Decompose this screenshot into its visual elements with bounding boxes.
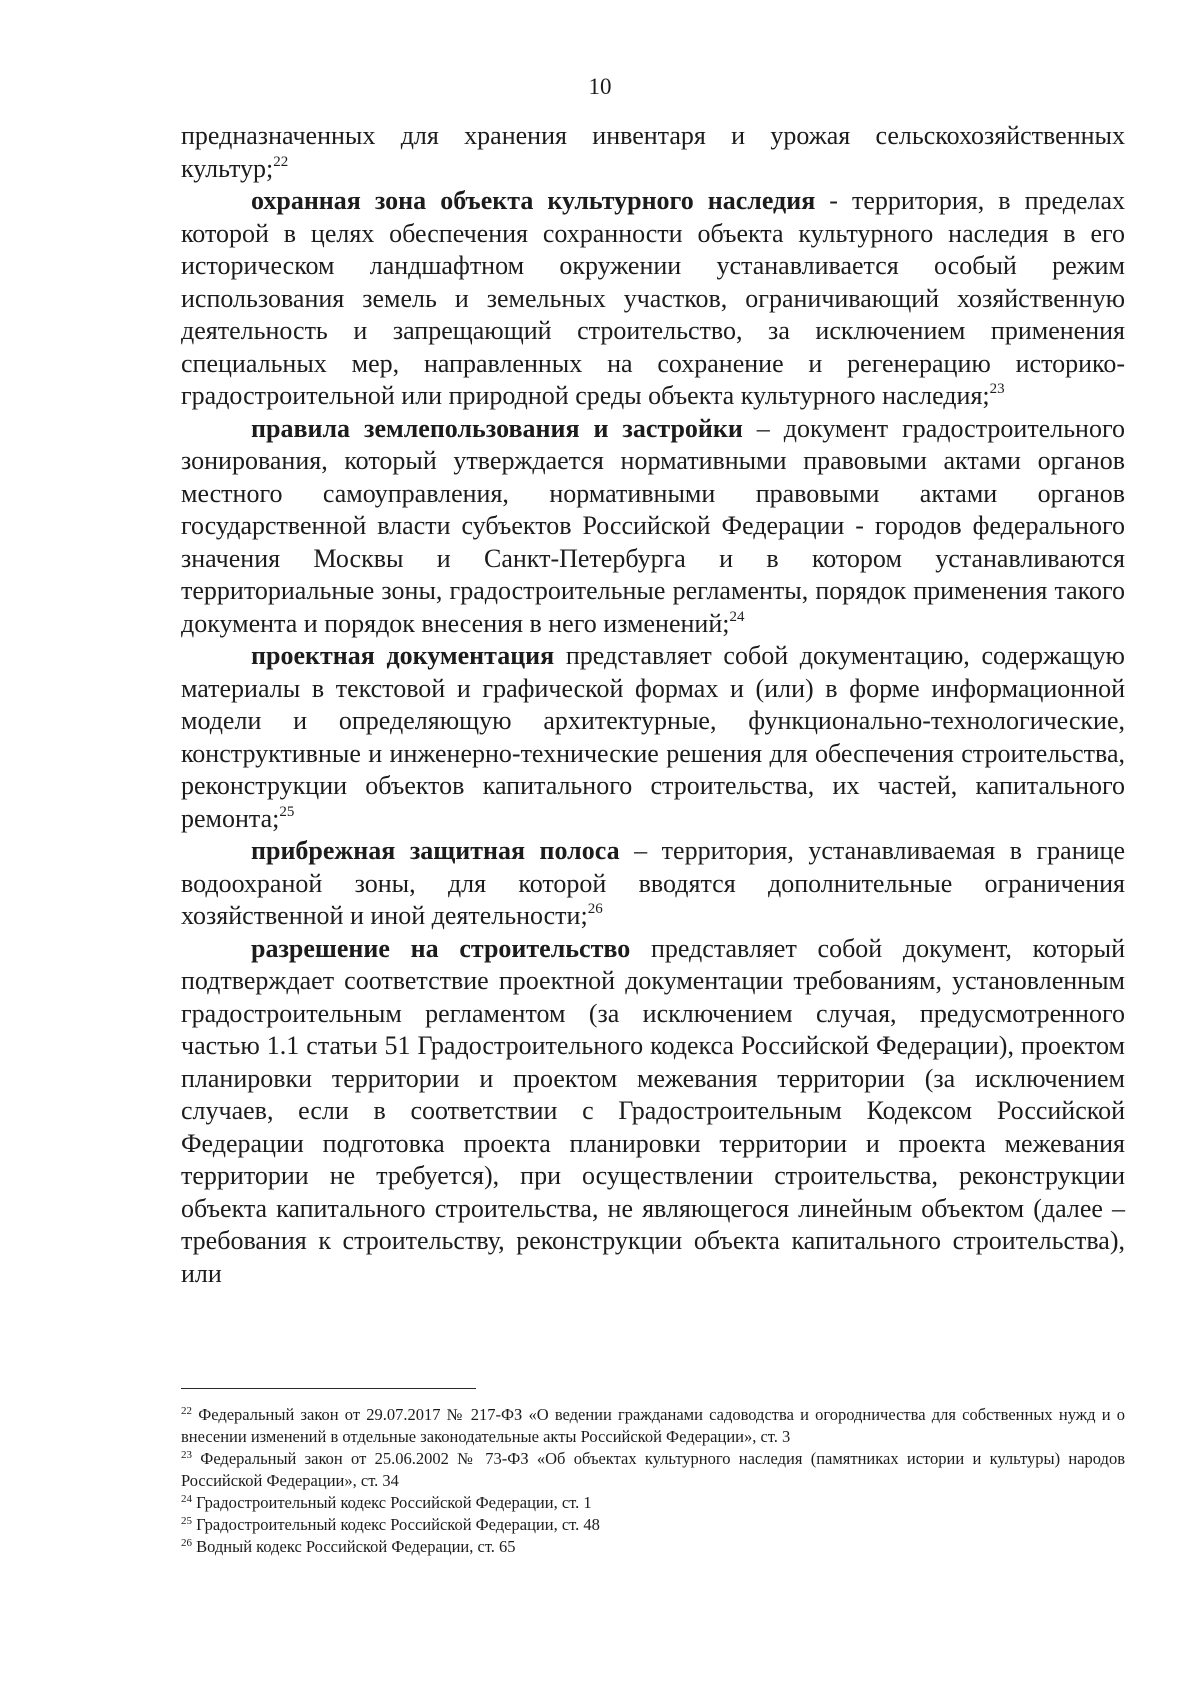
paragraph-text: предназначенных для хранения инвентаря и урожая сельскохозяйственных культур; bbox=[181, 121, 1125, 183]
footnote-text: Федеральный закон от 29.07.2017 № 217-ФЗ «О ведении гражданами садоводства и огородничества для собственных нужд и о внесении изменений в отдельные законодательные акты Российской Федерации», ст. 3 bbox=[181, 1405, 1125, 1446]
footnotes bbox=[181, 1404, 1125, 1558]
footnote-text: Градостроительный кодекс Российской Федерации, ст. 48 bbox=[192, 1515, 600, 1534]
definition-text: – документ градостроительного зонирования, который утверждается нормативными правовыми актами органов местного самоуправления, нормативными правовыми актами органов государственной власти субъектов Российской Федерации - городов федерального значения Москвы и Санкт-Петербурга и в котором устанавливаются территориальные зоны, градостроительные регламенты, порядок применения такого документа и порядок внесения в него изменений; bbox=[181, 413, 1125, 638]
footnote bbox=[181, 1448, 1125, 1492]
footnote-ref[interactable]: 22 bbox=[273, 153, 289, 170]
footnote-ref[interactable]: 24 bbox=[729, 608, 745, 625]
footnote-text: Водный кодекс Российской Федерации, ст. 65 bbox=[192, 1537, 516, 1556]
defined-term: разрешение на строительство bbox=[251, 933, 631, 963]
footnote-number: 26 bbox=[181, 1537, 192, 1549]
definition-text: представляет собой документ, который подтверждает соответствие проектной документации требованиям, установленным градостроительным регламентом (за исключением случая, предусмотренного частью 1.1 статьи 51 Градостроительного кодекса Российской Федерации), проектом планировки территории и проектом межевания территории (за исключением случаев, если в соответствии с Градостроительным Кодексом Российской Федерации подготовка проекта планировки территории и проекта межевания территории не требуется), при осуществлении строительства, реконструкции объекта капитального строительства, не являющегося линейным объектом (далее – требования к строительству, реконструкции объекта капитального строительства), или bbox=[181, 933, 1125, 1288]
body-text bbox=[181, 120, 1125, 1290]
footnote-ref[interactable]: 23 bbox=[989, 381, 1005, 397]
definition-paragraph bbox=[181, 413, 1125, 641]
page-number: 10 bbox=[588, 74, 612, 99]
paragraph-continuation bbox=[181, 120, 1125, 185]
footnote bbox=[181, 1492, 1125, 1514]
footnote-separator bbox=[181, 1388, 476, 1389]
footnote-ref[interactable]: 26 bbox=[587, 901, 603, 917]
footnote-number: 25 bbox=[181, 1515, 192, 1527]
footnote bbox=[181, 1536, 1125, 1558]
footnote-text: Градостроительный кодекс Российской Федерации, ст. 1 bbox=[192, 1493, 592, 1512]
definition-paragraph bbox=[181, 640, 1125, 835]
definition-paragraph bbox=[181, 185, 1125, 413]
defined-term: правила землепользования и застройки bbox=[251, 413, 743, 443]
footnote-number: 22 bbox=[181, 1405, 192, 1417]
footnote-number: 23 bbox=[181, 1449, 192, 1461]
footnote-text: Федеральный закон от 25.06.2002 № 73-ФЗ «Об объектах культурного наследия (памятниках истории и культуры) народов Российской Федерации», ст. 34 bbox=[181, 1449, 1125, 1490]
definition-paragraph bbox=[181, 933, 1125, 1291]
footnote-number: 24 bbox=[181, 1493, 192, 1505]
definition-text: представляет собой документацию, содержащую материалы в текстовой и графической формах и (или) в форме информационной модели и определяющую архитектурные, функционально-технологические, конструктивные и инженерно-технические решения для обеспечения строительства, реконструкции объектов капитального строительства, их частей, капитального ремонта; bbox=[181, 641, 1125, 833]
definition-text: - территория, в пределах которой в целях обеспечения сохранности объекта культурного наследия в его историческом ландшафтном окружении устанавливается особый режим использования земель и земельных участков, ограничивающий хозяйственную деятельность и запрещающий строительство, за исключением применения специальных мер, направленных на сохранение и регенерацию историко-градостроительной или природной среды объекта культурного наследия; bbox=[181, 186, 1125, 410]
defined-term: проектная документация bbox=[251, 641, 555, 670]
definition-text: – территория, устанавливаемая в границе водоохраной зоны, для которой вводятся дополнительные ограничения хозяйственной и иной деятельности; bbox=[181, 836, 1126, 930]
definition-paragraph bbox=[181, 835, 1125, 933]
footnote bbox=[181, 1514, 1125, 1536]
footnote bbox=[181, 1404, 1125, 1448]
defined-term: охранная зона объекта культурного наследия bbox=[251, 186, 816, 215]
defined-term: прибрежная защитная полоса bbox=[251, 836, 620, 865]
footnote-ref[interactable]: 25 bbox=[279, 803, 295, 820]
